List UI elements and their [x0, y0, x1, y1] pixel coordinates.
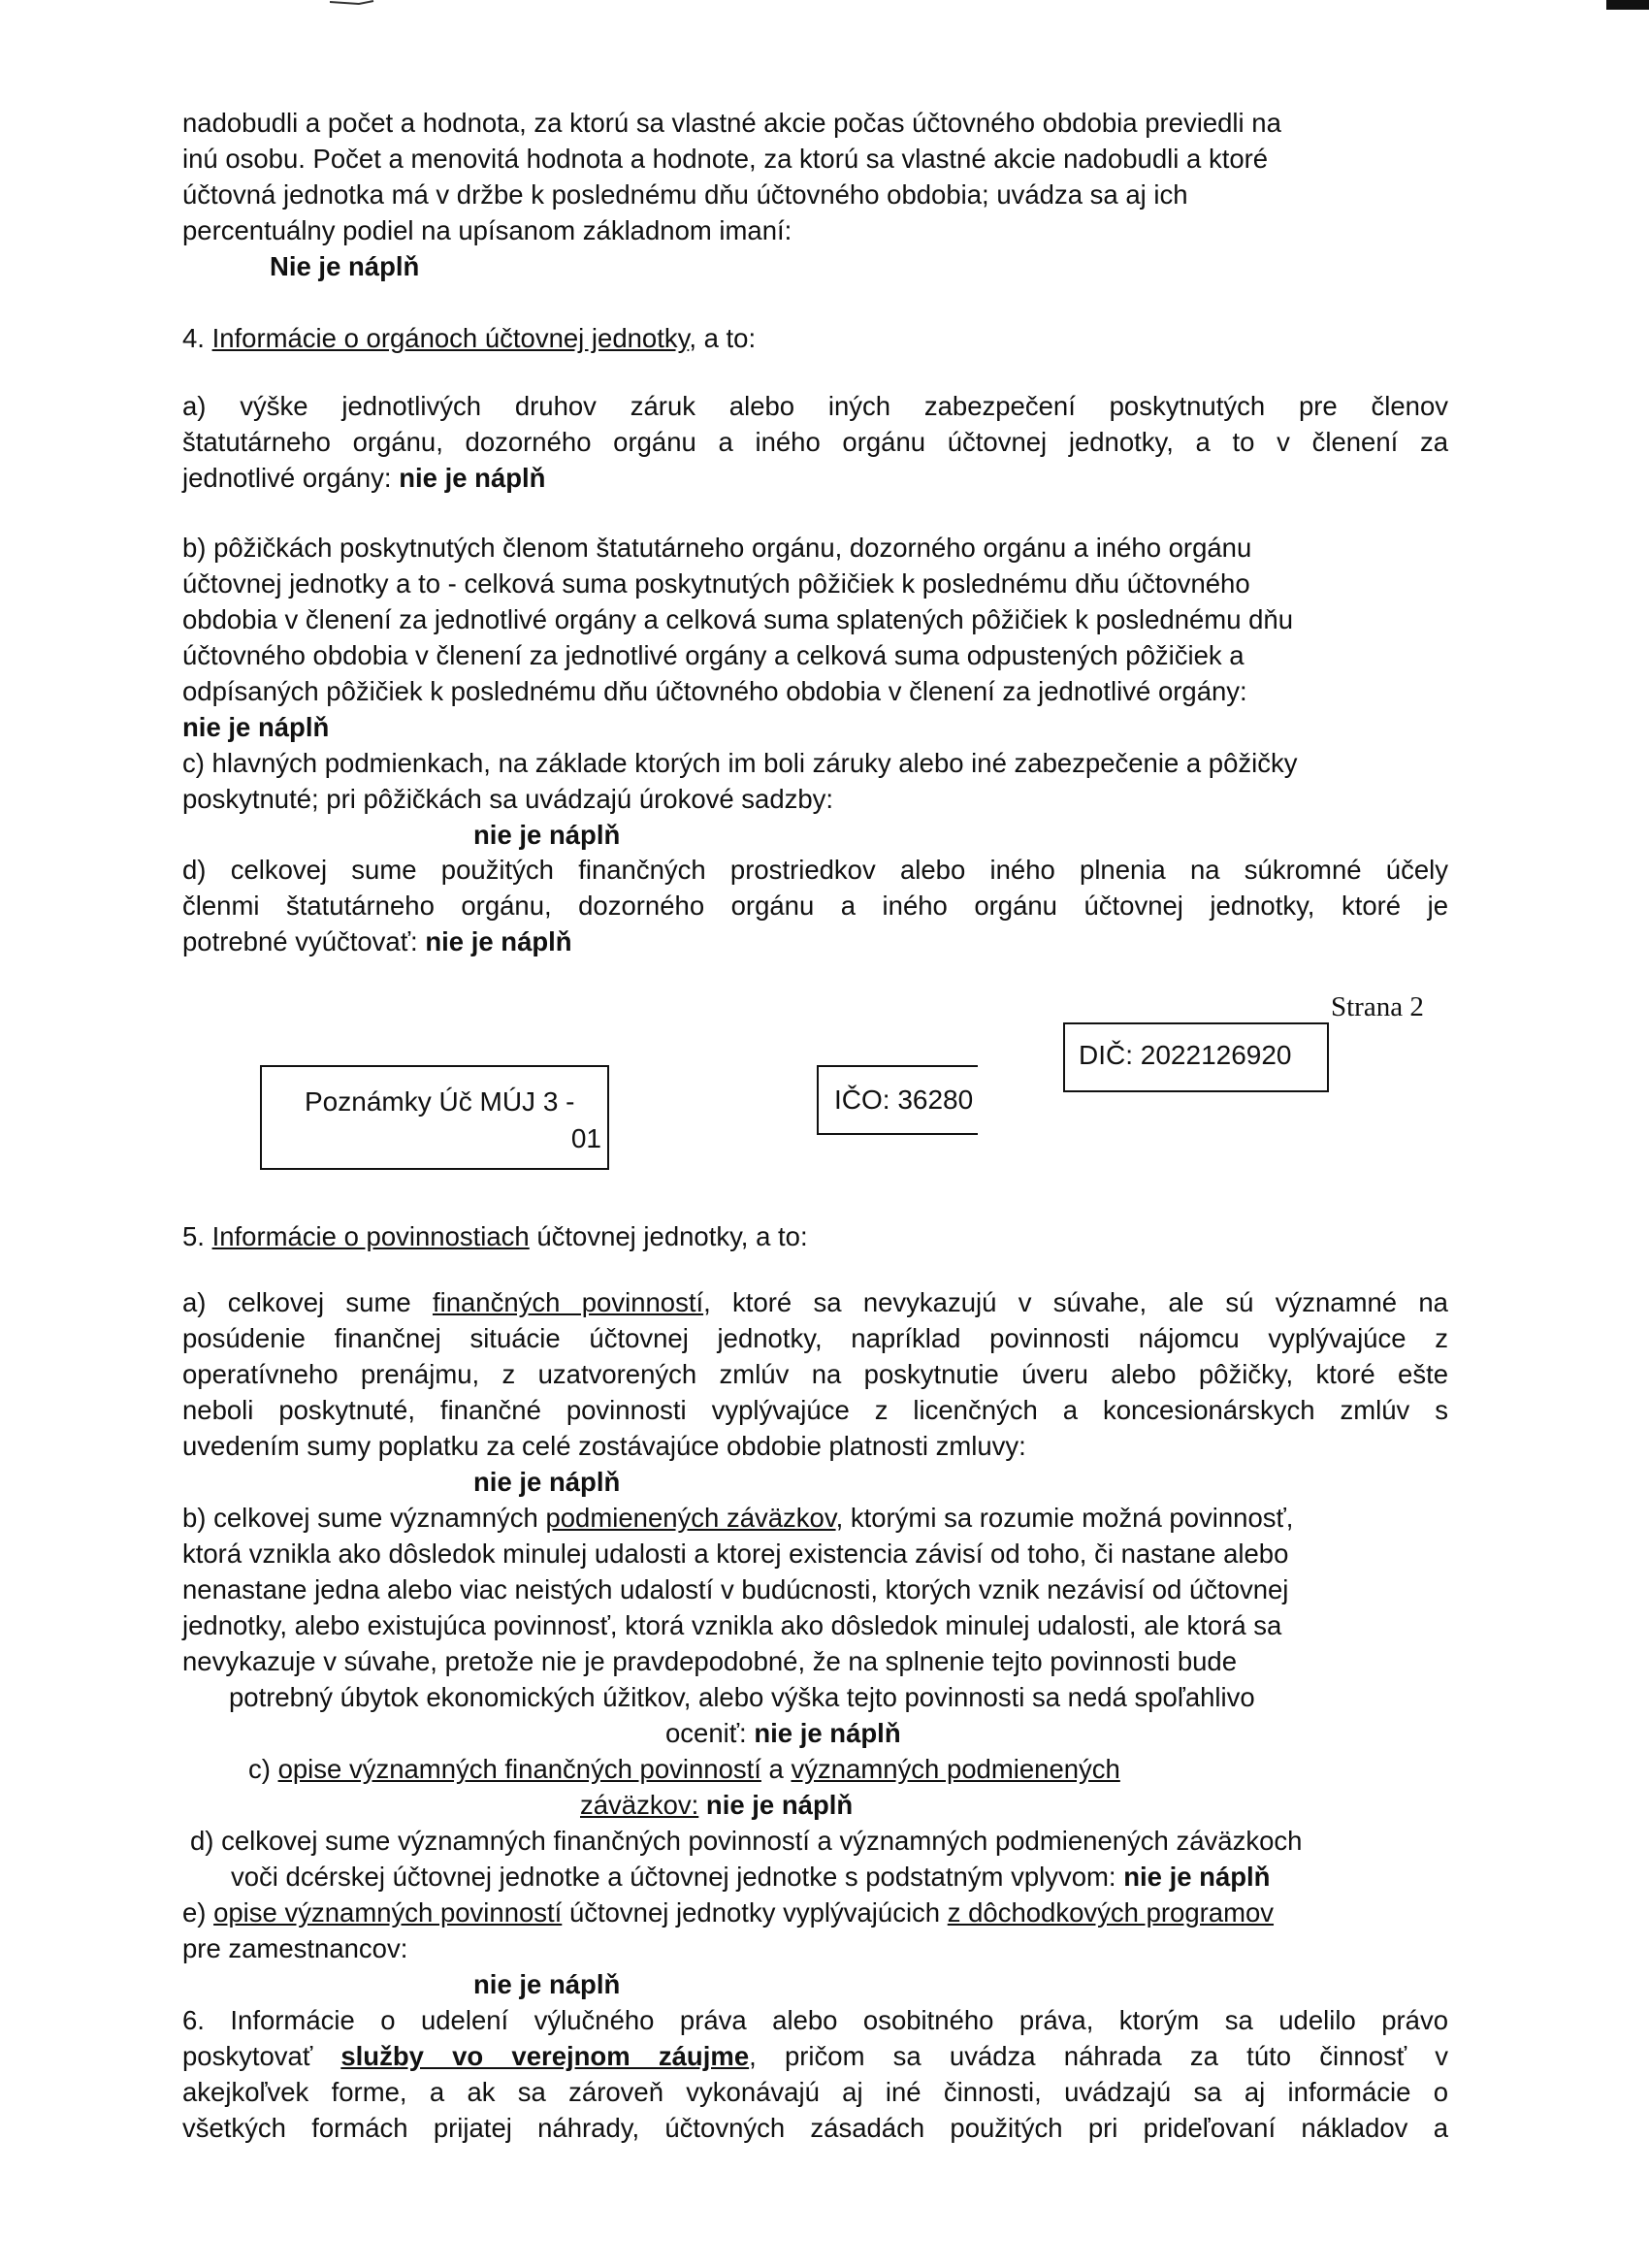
- text-line: c) hlavných podmienkach, na základe ktorých im boli záruky alebo iné zabezpečenie a pôžičky: [182, 748, 1298, 778]
- text-line: poskytovať: [182, 2041, 341, 2071]
- section-number: 4.: [182, 323, 205, 353]
- section5-item-a: [182, 1284, 1448, 1500]
- text-line: inú osobu. Počet a menovitá hodnota a hodnote, za ktorú sa vlastné akcie nadobudli a ktoré: [182, 144, 1269, 174]
- term-link: finančných povinností: [432, 1287, 704, 1317]
- answer-text: nie je náplň: [698, 1790, 854, 1820]
- section4-item-d: [182, 852, 1448, 959]
- section4-item-c: [182, 745, 1448, 853]
- section4-item-a: [182, 388, 1448, 496]
- text-line: pre zamestnancov:: [182, 1933, 408, 1963]
- section4-heading: [182, 320, 1448, 356]
- section4-item-b: [182, 530, 1448, 745]
- text-line: e): [182, 1897, 214, 1928]
- answer-text: nie je náplň: [399, 463, 546, 493]
- text-line: jednotlivé orgány:: [182, 463, 400, 493]
- section-title: Informácie o orgánoch účtovnej jednotky: [211, 323, 690, 353]
- term-link: podmienených záväzkov: [545, 1503, 836, 1533]
- text-line: d) celkovej sume použitých finančných prostriedkov alebo iného plnenia na súkromné účely: [182, 855, 1448, 885]
- section-title-suffix: účtovnej jednotky, a to:: [529, 1221, 808, 1251]
- answer-text: nie je náplň: [473, 1969, 621, 1999]
- section3-tail: [182, 105, 1448, 284]
- text-line: potrebné vyúčtovať:: [182, 926, 426, 956]
- term-link: z dôchodkových programov: [947, 1897, 1275, 1928]
- text-line: nadobudli a počet a hodnota, za ktorú sa vlastné akcie počas účtovného obdobia previedli na: [182, 108, 1281, 138]
- answer-text: nie je náplň: [754, 1718, 901, 1748]
- text-line: nevykazuje v súvahe, pretože nie je pravdepodobné, že na splnenie tejto povinnosti bude: [182, 1646, 1238, 1676]
- section6: [182, 2002, 1448, 2146]
- section5-item-b: [182, 1500, 1448, 1751]
- text-line: b) celkovej sume významných: [182, 1503, 546, 1533]
- text-line: obdobia v členení za jednotlivé orgány a celková suma splatených pôžičiek k poslednému dňu: [182, 604, 1294, 634]
- text-line: jednotky, alebo existujúca povinnosť, ktorá vznikla ako dôsledok minulej udalosti, ale ktorá sa: [182, 1610, 1282, 1640]
- text-line: účtovnej jednotky vyplývajúcich: [562, 1897, 948, 1928]
- text-line: neboli poskytnuté, finančné povinnosti vyplývajúce z licenčných a koncesionárskych zmlúv s: [182, 1395, 1448, 1425]
- text-line: percentuálny podiel na upísanom základnom imaní:: [182, 215, 792, 245]
- ico-text: IČO: 36280: [834, 1085, 974, 1115]
- text-line: uvedením sumy poplatku za celé zostávajúce obdobie platnosti zmluvy:: [182, 1431, 1026, 1461]
- term-link: služby vo verejnom záujme: [340, 2041, 750, 2071]
- text-line: členmi štatutárneho orgánu, dozorného orgánu a iného orgánu účtovnej jednotky, ktoré je: [182, 891, 1448, 921]
- term-link: opise významných povinností: [213, 1897, 563, 1928]
- text-line: akejkoľvek forme, a ak sa zároveň vykonávajú aj iné činnosti, uvádzajú sa aj informácie o: [182, 2077, 1448, 2107]
- answer-text: nie je náplň: [425, 926, 572, 956]
- dic-box: [1063, 1022, 1329, 1092]
- text-line: nenastane jedna alebo viac neistých udalostí v budúcnosti, ktorých vznik nezávisí od účtovnej: [182, 1574, 1289, 1604]
- text-line: , pričom sa uvádza náhrada za túto činnosť v: [749, 2041, 1449, 2071]
- text-line: a: [760, 1754, 792, 1784]
- text-line: ktorá vznikla ako dôsledok minulej udalosti a ktorej existencia závisí od toho, či nastane alebo: [182, 1539, 1289, 1569]
- text-line: c): [248, 1754, 278, 1784]
- text-line: b) pôžičkách poskytnutých členom štatutárneho orgánu, dozorného orgánu a iného orgánu: [182, 533, 1252, 563]
- text-line: voči dcérskej účtovnej jednotke a účtovnej jednotke s podstatným vplyvom:: [231, 1862, 1124, 1892]
- section5-heading: [182, 1218, 1448, 1254]
- page-number: Strana 2: [1331, 991, 1424, 1022]
- text-line: a) výške jednotlivých druhov záruk alebo iných zabezpečení poskytnutých pre členov: [182, 391, 1448, 421]
- text-line: , ktorými sa rozumie možná povinnosť,: [835, 1503, 1294, 1533]
- answer-text: nie je náplň: [1123, 1862, 1271, 1892]
- section5-item-e: [182, 1895, 1448, 2002]
- text-line: odpísaných pôžičiek k poslednému dňu účtovného obdobia v členení za jednotlivé orgány:: [182, 676, 1247, 706]
- scan-artifact-mark: [330, 0, 388, 6]
- text-line: účtovného obdobia v členení za jednotlivé orgány a celková suma odpustených pôžičiek a: [182, 640, 1245, 670]
- dic-text: DIČ: 2022126920: [1079, 1040, 1292, 1070]
- text-line: a) celkovej sume: [182, 1287, 433, 1317]
- term-link: opise významných finančných povinností: [277, 1754, 761, 1784]
- answer-text: nie je náplň: [473, 820, 621, 850]
- text-line: operatívneho prenájmu, z uzatvorených zmlúv na poskytnutie úveru alebo pôžičky, ktoré ešte: [182, 1359, 1448, 1389]
- section-title-suffix: , a to:: [689, 323, 757, 353]
- text-line: poskytnuté; pri pôžičkách sa uvádzajú úrokové sadzby:: [182, 784, 834, 814]
- answer-text: Nie je náplň: [270, 251, 420, 281]
- ico-box: [817, 1065, 978, 1135]
- text-line: oceniť:: [665, 1718, 755, 1748]
- text-line: posúdenie finančnej situácie účtovnej jednotky, napríklad povinnosti nájomcu vyplývajúce z: [182, 1323, 1448, 1353]
- text-line: potrebný úbytok ekonomických úžitkov, alebo výška tejto povinnosti sa nedá spoľahlivo: [229, 1682, 1255, 1712]
- term-link: významných podmienených: [791, 1754, 1120, 1784]
- text-line: , ktoré sa nevykazujú v súvahe, ale sú významné na: [703, 1287, 1448, 1317]
- section5-item-c: [182, 1751, 1448, 1823]
- section5-item-d: [182, 1823, 1448, 1895]
- text-line: 6. Informácie o udelení výlučného práva alebo osobitného práva, ktorým sa udelilo právo: [182, 2005, 1448, 2035]
- answer-text: nie je náplň: [473, 1467, 621, 1497]
- text-line: d) celkovej sume významných finančných povinností a významných podmienených záväzkoch: [190, 1826, 1303, 1856]
- notes-box: [260, 1065, 609, 1170]
- notes-box-number: 01: [570, 1123, 601, 1153]
- scan-edge-mark: [1606, 0, 1649, 10]
- answer-text: nie je náplň: [182, 712, 330, 742]
- term-link: záväzkov:: [580, 1790, 699, 1820]
- text-line: účtovnej jednotky a to - celková suma poskytnutých pôžičiek k poslednému dňu účtovného: [182, 568, 1250, 599]
- text-line: všetkých formách prijatej náhrady, účtovných zásadách použitých pri prideľovaní nákladov a: [182, 2113, 1448, 2143]
- text-line: štatutárneho orgánu, dozorného orgánu a iného orgánu účtovnej jednotky, a to v členení za: [182, 427, 1448, 457]
- section-title: Informácie o povinnostiach: [211, 1221, 530, 1251]
- section-number: 5.: [182, 1221, 205, 1251]
- text-line: účtovná jednotka má v držbe k poslednému dňu účtovného obdobia; uvádza sa aj ich: [182, 179, 1188, 210]
- notes-box-title: Poznámky Úč MÚJ 3 -: [305, 1086, 575, 1117]
